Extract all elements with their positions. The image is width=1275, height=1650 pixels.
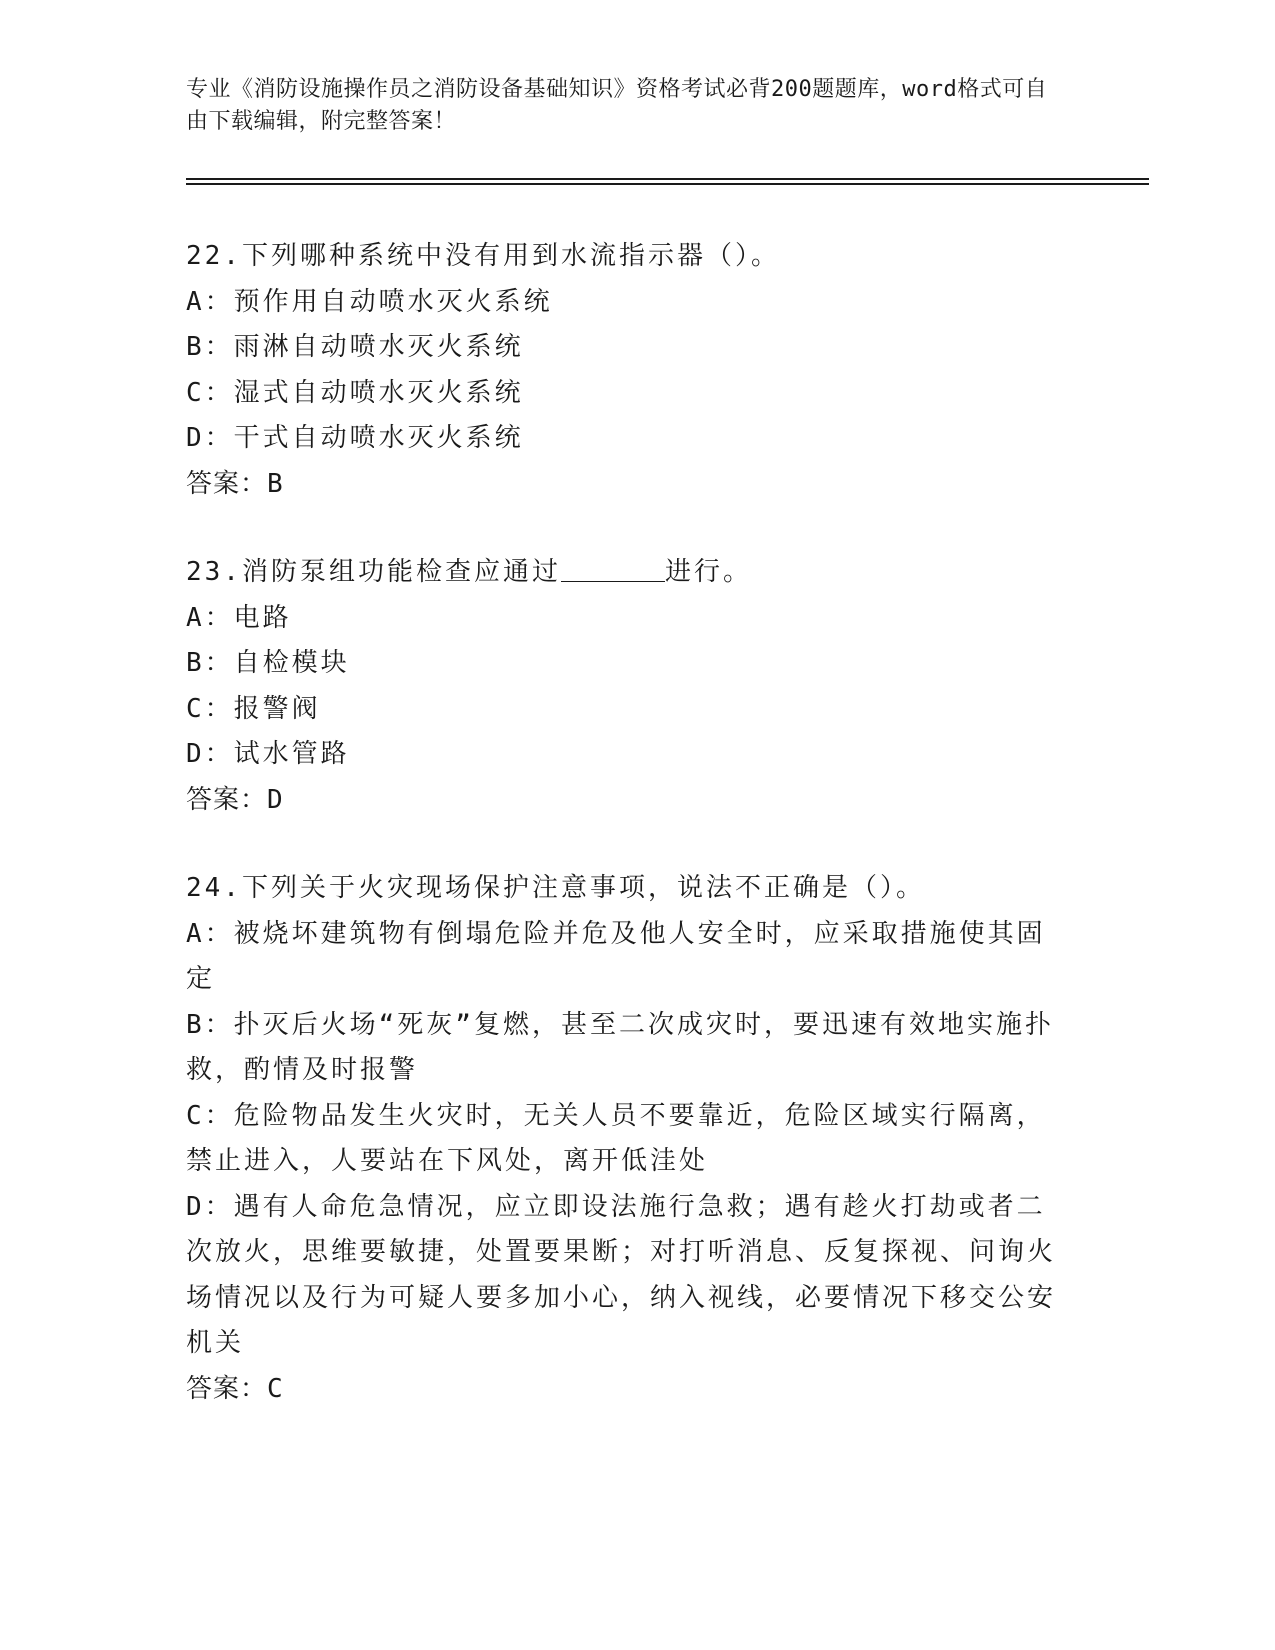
- question-stem: [186, 550, 1066, 596]
- header-rule-top: [186, 178, 1149, 180]
- option-d: D：遇有人命危急情况，应立即设法施行急救；遇有趁火打劫或者二次放火，思维要敏捷，处置要果断；对打听消息、反复探视、问询火场情况以及行为可疑人要多加小心，纳入视线，必要情况下移交公安机关: [186, 1191, 1057, 1358]
- option-d: D：干式自动喷水灭火系统: [186, 423, 524, 453]
- answer-line: 答案：D: [186, 784, 284, 815]
- answer-line: 答案：B: [186, 468, 284, 499]
- option-a: A：电路: [186, 602, 292, 633]
- option-c: C：危险物品发生火灾时，无关人员不要靠近，危险区域实行隔离，禁止进入，人要站在下风处，离开低洼处: [186, 1100, 1046, 1176]
- option-b: B：扑灭后火场“死灰”复燃，甚至二次成灾时，要迅速有效地实施扑救，酌情及时报警: [186, 1009, 1054, 1085]
- question-stem: 24.下列关于火灾现场保护注意事项，说法不正确是（）。: [186, 873, 925, 903]
- option-b: B：自检模块: [186, 648, 350, 678]
- option-c: C：报警阀: [186, 693, 321, 724]
- question-24: [186, 866, 1066, 1412]
- option-d: D：试水管路: [186, 739, 350, 769]
- question-22: [186, 234, 1066, 507]
- header-rule-bottom: [186, 183, 1149, 185]
- answer-line: 答案：C: [186, 1373, 284, 1404]
- option-a: A：被烧坏建筑物有倒塌危险并危及他人安全时，应采取措施使其固定: [186, 918, 1046, 994]
- question-23: [186, 550, 1066, 823]
- stem-after-blank: 进行。: [664, 557, 752, 587]
- fill-in-blank: [561, 555, 665, 582]
- option-c: C：湿式自动喷水灭火系统: [186, 377, 524, 408]
- stem-before-blank: 23.消防泵组功能检查应通过: [186, 557, 561, 587]
- question-stem: 22.下列哪种系统中没有用到水流指示器（）。: [186, 241, 780, 271]
- option-a: A：预作用自动喷水灭火系统: [186, 286, 553, 317]
- document-header: 专业《消防设施操作员之消防设备基础知识》资格考试必背200题题库，word格式可自由下载编辑，附完整答案！: [186, 77, 1048, 134]
- option-b: B：雨淋自动喷水灭火系统: [186, 332, 524, 362]
